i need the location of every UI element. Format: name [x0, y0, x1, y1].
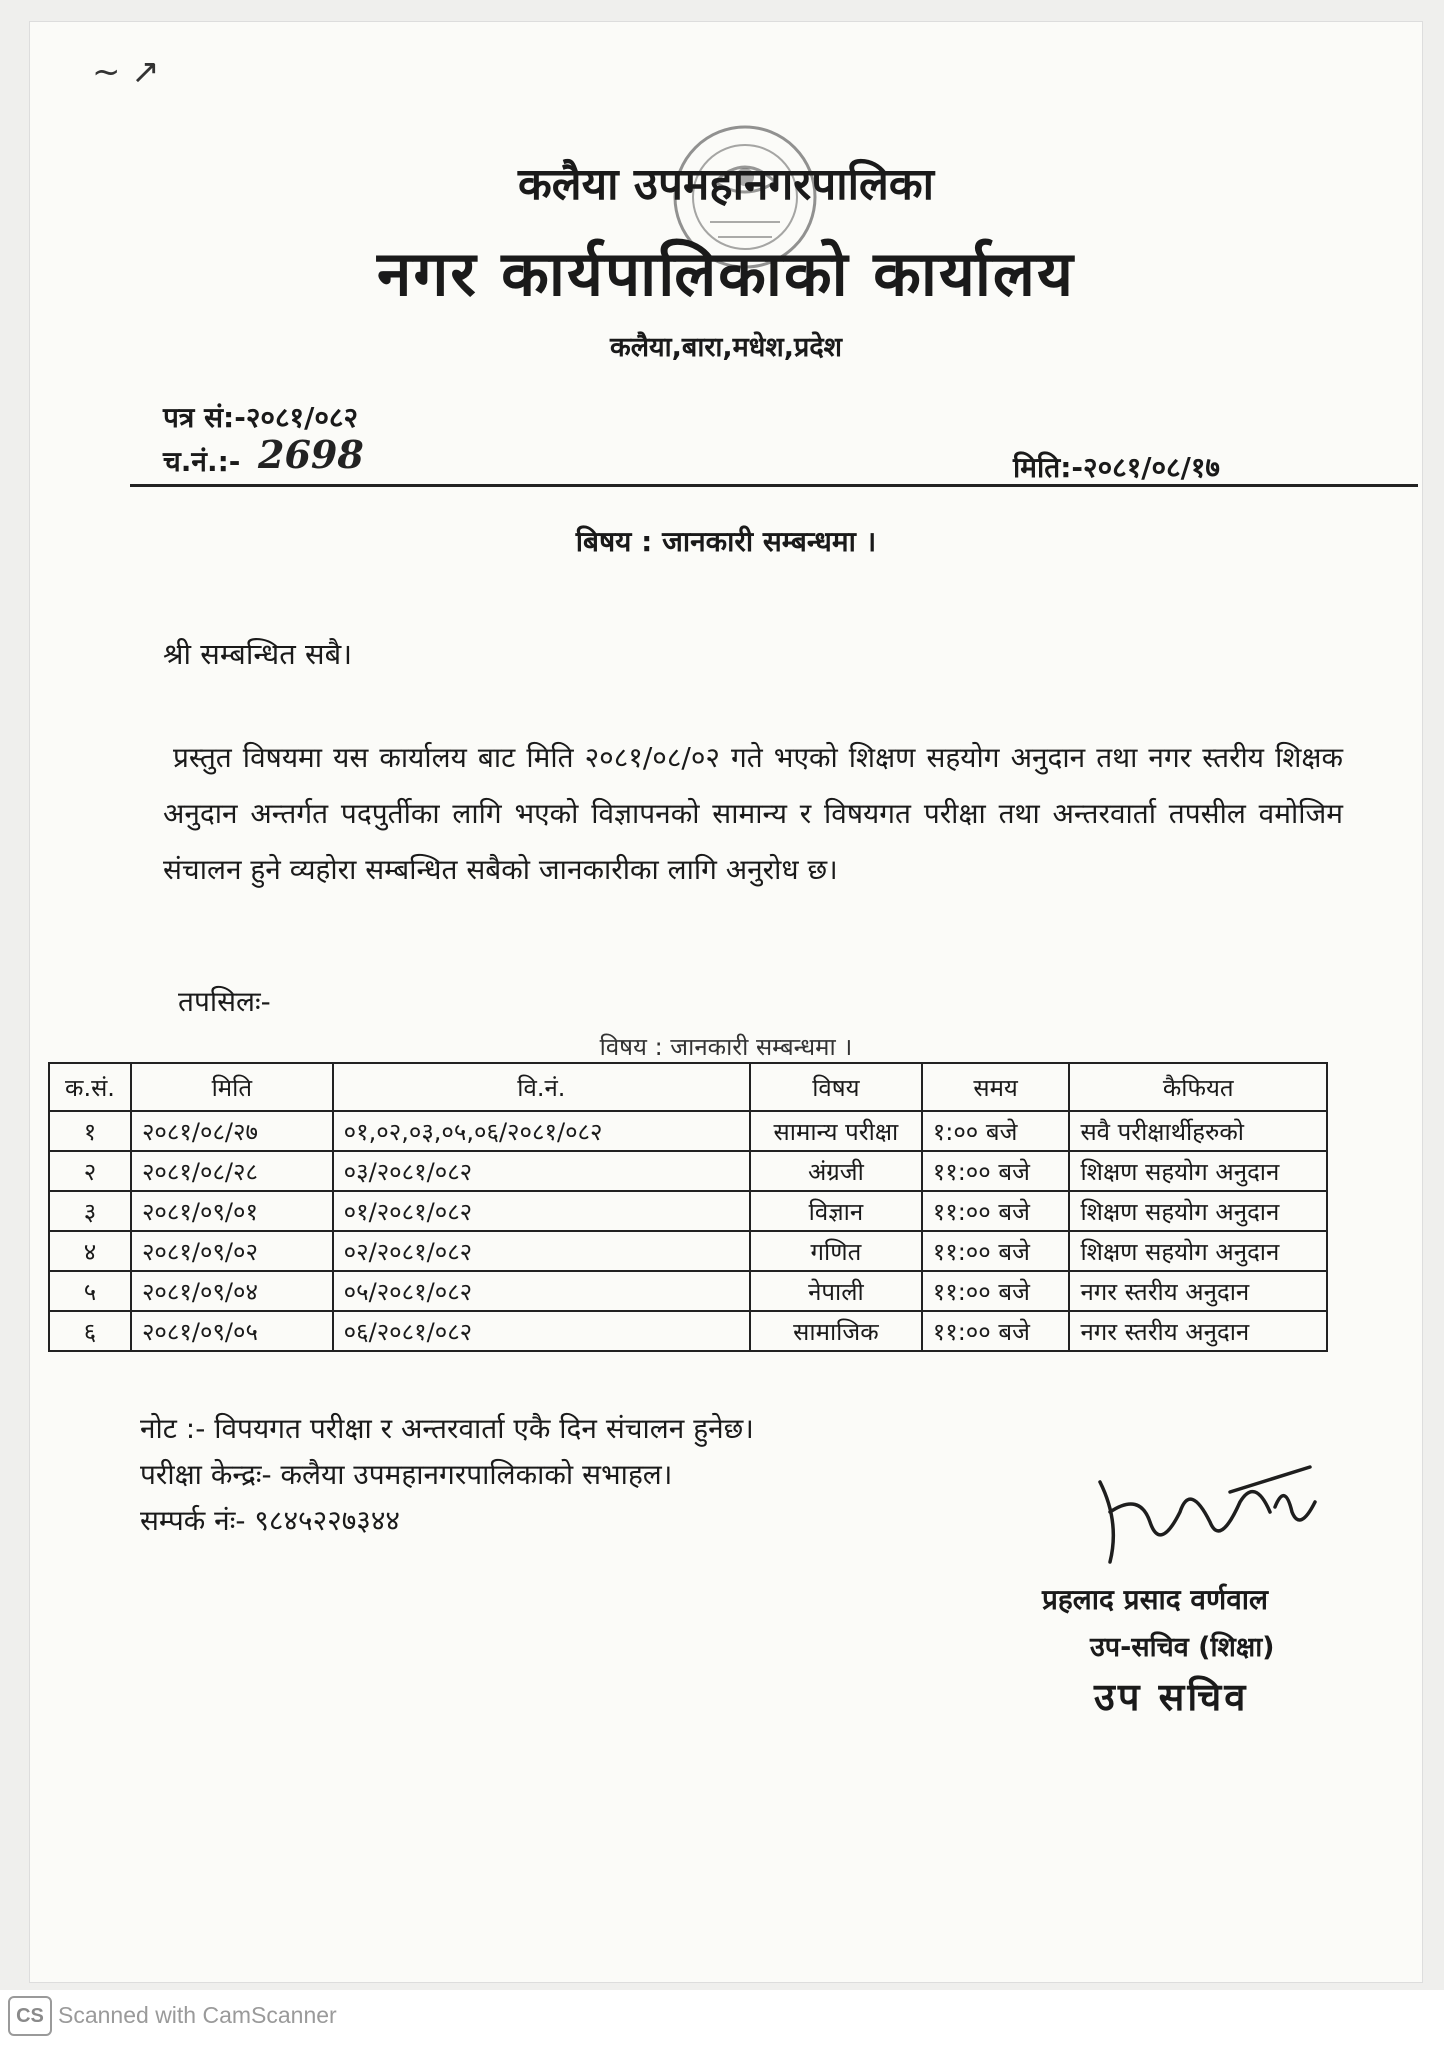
col-time: समय — [922, 1063, 1070, 1111]
cell-time: ११:०० बजे — [922, 1191, 1070, 1231]
col-date: मिति — [131, 1063, 333, 1111]
cell-serial: २ — [49, 1151, 131, 1191]
cell-date: २०८१/०९/०१ — [131, 1191, 333, 1231]
camscanner-watermark-text: Scanned with CamScanner — [58, 2002, 337, 2028]
letter-date: मिति:-२०८१/०८/१७ — [1013, 451, 1220, 484]
cell-ad-number: ०१,०२,०३,०५,०६/२०८१/०८२ — [333, 1111, 750, 1151]
cell-serial: ४ — [49, 1231, 131, 1271]
cell-subject: अंग्रजी — [750, 1151, 922, 1191]
cell-subject: सामान्य परीक्षा — [750, 1111, 922, 1151]
cell-serial: ३ — [49, 1191, 131, 1231]
table-row — [49, 1311, 1327, 1351]
cell-remarks: सवै परीक्षार्थीहरुको — [1069, 1111, 1327, 1151]
office-name: नगर कार्यपालिकाको कार्यालय — [377, 237, 1075, 310]
handwritten-signature — [1080, 1462, 1330, 1582]
cell-time: ११:०० बजे — [922, 1271, 1070, 1311]
salutation: श्री सम्बन्धित सबै। — [163, 637, 353, 671]
header-divider — [130, 484, 1418, 487]
col-ad-number: वि.नं. — [333, 1063, 750, 1111]
corner-mark: ~ ↗ — [92, 52, 160, 92]
repeated-subject-line: विषय : जानकारी सम्बन्धमा । — [599, 1033, 853, 1061]
cell-remarks: नगर स्तरीय अनुदान — [1069, 1271, 1327, 1311]
cell-subject: सामाजिक — [750, 1311, 922, 1351]
cell-date: २०८१/०८/२८ — [131, 1151, 333, 1191]
exam-schedule-table — [48, 1062, 1328, 1352]
table-row — [49, 1231, 1327, 1271]
dispatch-number-handwritten: 2698 — [258, 432, 364, 477]
cell-subject: विज्ञान — [750, 1191, 922, 1231]
cell-subject: गणित — [750, 1231, 922, 1271]
cell-remarks: शिक्षण सहयोग अनुदान — [1069, 1151, 1327, 1191]
subject-line: बिषय : जानकारी सम्बन्धमा । — [575, 525, 877, 558]
cell-serial: ६ — [49, 1311, 131, 1351]
note-exam-center: परीक्षा केन्द्रः- कलैया उपमहानगरपालिकाको सभाहल। — [140, 1458, 673, 1491]
body-paragraph: प्रस्तुत विषयमा यस कार्यालय बाट मिति २०८१/०८/०२ गते भएको शिक्षण सहयोग अनुदान तथा नगर स्तरीय शिक्षक अनुदान अन्तर्गत पदपुर्तीका लागि भएको विज्ञापनको सामान्य र विषयगत परीक्षा तथा अन्तरवार्ता तपसील वमोजिम संचालन हुने व्यहोरा सम्बन्धित सबैको जानकारीका लागि अनुरोध छ। — [163, 741, 1343, 886]
details-heading: तपसिलः- — [178, 985, 271, 1018]
cell-ad-number: ०१/२०८१/०८२ — [333, 1191, 750, 1231]
cell-remarks: शिक्षण सहयोग अनुदान — [1069, 1191, 1327, 1231]
camscanner-logo-icon: CS — [8, 1996, 52, 2036]
table-header-row — [49, 1063, 1327, 1111]
note-same-day: नोट :- विपयगत परीक्षा र अन्तरवार्ता एकै दिन संचालन हुनेछ। — [140, 1412, 754, 1445]
col-subject: विषय — [750, 1063, 922, 1111]
cell-ad-number: ०३/२०८१/०८२ — [333, 1151, 750, 1191]
cell-date: २०८१/०९/०४ — [131, 1271, 333, 1311]
stamp-designation: उप सचिव — [1094, 1675, 1249, 1719]
col-remarks: कैफियत — [1069, 1063, 1327, 1111]
cell-ad-number: ०५/२०८१/०८२ — [333, 1271, 750, 1311]
cell-time: ११:०० बजे — [922, 1231, 1070, 1271]
table-row — [49, 1111, 1327, 1151]
scanner-footer — [0, 1990, 1444, 2048]
signatory-name: प्रहलाद प्रसाद वर्णवाल — [1042, 1583, 1268, 1616]
table-row — [49, 1271, 1327, 1311]
cell-ad-number: ०२/२०८१/०८२ — [333, 1231, 750, 1271]
cell-remarks: शिक्षण सहयोग अनुदान — [1069, 1231, 1327, 1271]
table-row — [49, 1151, 1327, 1191]
municipality-name: कलैया उपमहानगरपालिका — [517, 159, 935, 210]
cell-time: ११:०० बजे — [922, 1151, 1070, 1191]
office-address: कलैया,बारा,मधेश,प्रदेश — [609, 332, 843, 363]
signatory-title: उप-सचिव (शिक्षा) — [1090, 1632, 1275, 1663]
cell-remarks: नगर स्तरीय अनुदान — [1069, 1311, 1327, 1351]
letter-sheet — [30, 22, 1422, 1982]
cell-date: २०८१/०९/०५ — [131, 1311, 333, 1351]
col-serial: क.सं. — [49, 1063, 131, 1111]
cell-time: ११:०० बजे — [922, 1311, 1070, 1351]
cell-date: २०८१/०८/२७ — [131, 1111, 333, 1151]
cell-serial: ५ — [49, 1271, 131, 1311]
letter-number: पत्र सं:-२०८१/०८२ — [163, 401, 359, 434]
note-contact-number: सम्पर्क नंः- ९८४५२२७३४४ — [140, 1504, 400, 1537]
table-row — [49, 1191, 1327, 1231]
notes-block — [140, 1406, 1040, 1544]
cell-serial: १ — [49, 1111, 131, 1151]
cell-ad-number: ०६/२०८१/०८२ — [333, 1311, 750, 1351]
cell-time: १:०० बजे — [922, 1111, 1070, 1151]
dispatch-number-label: च.नं.:- — [163, 445, 241, 478]
cell-subject: नेपाली — [750, 1271, 922, 1311]
cell-date: २०८१/०९/०२ — [131, 1231, 333, 1271]
